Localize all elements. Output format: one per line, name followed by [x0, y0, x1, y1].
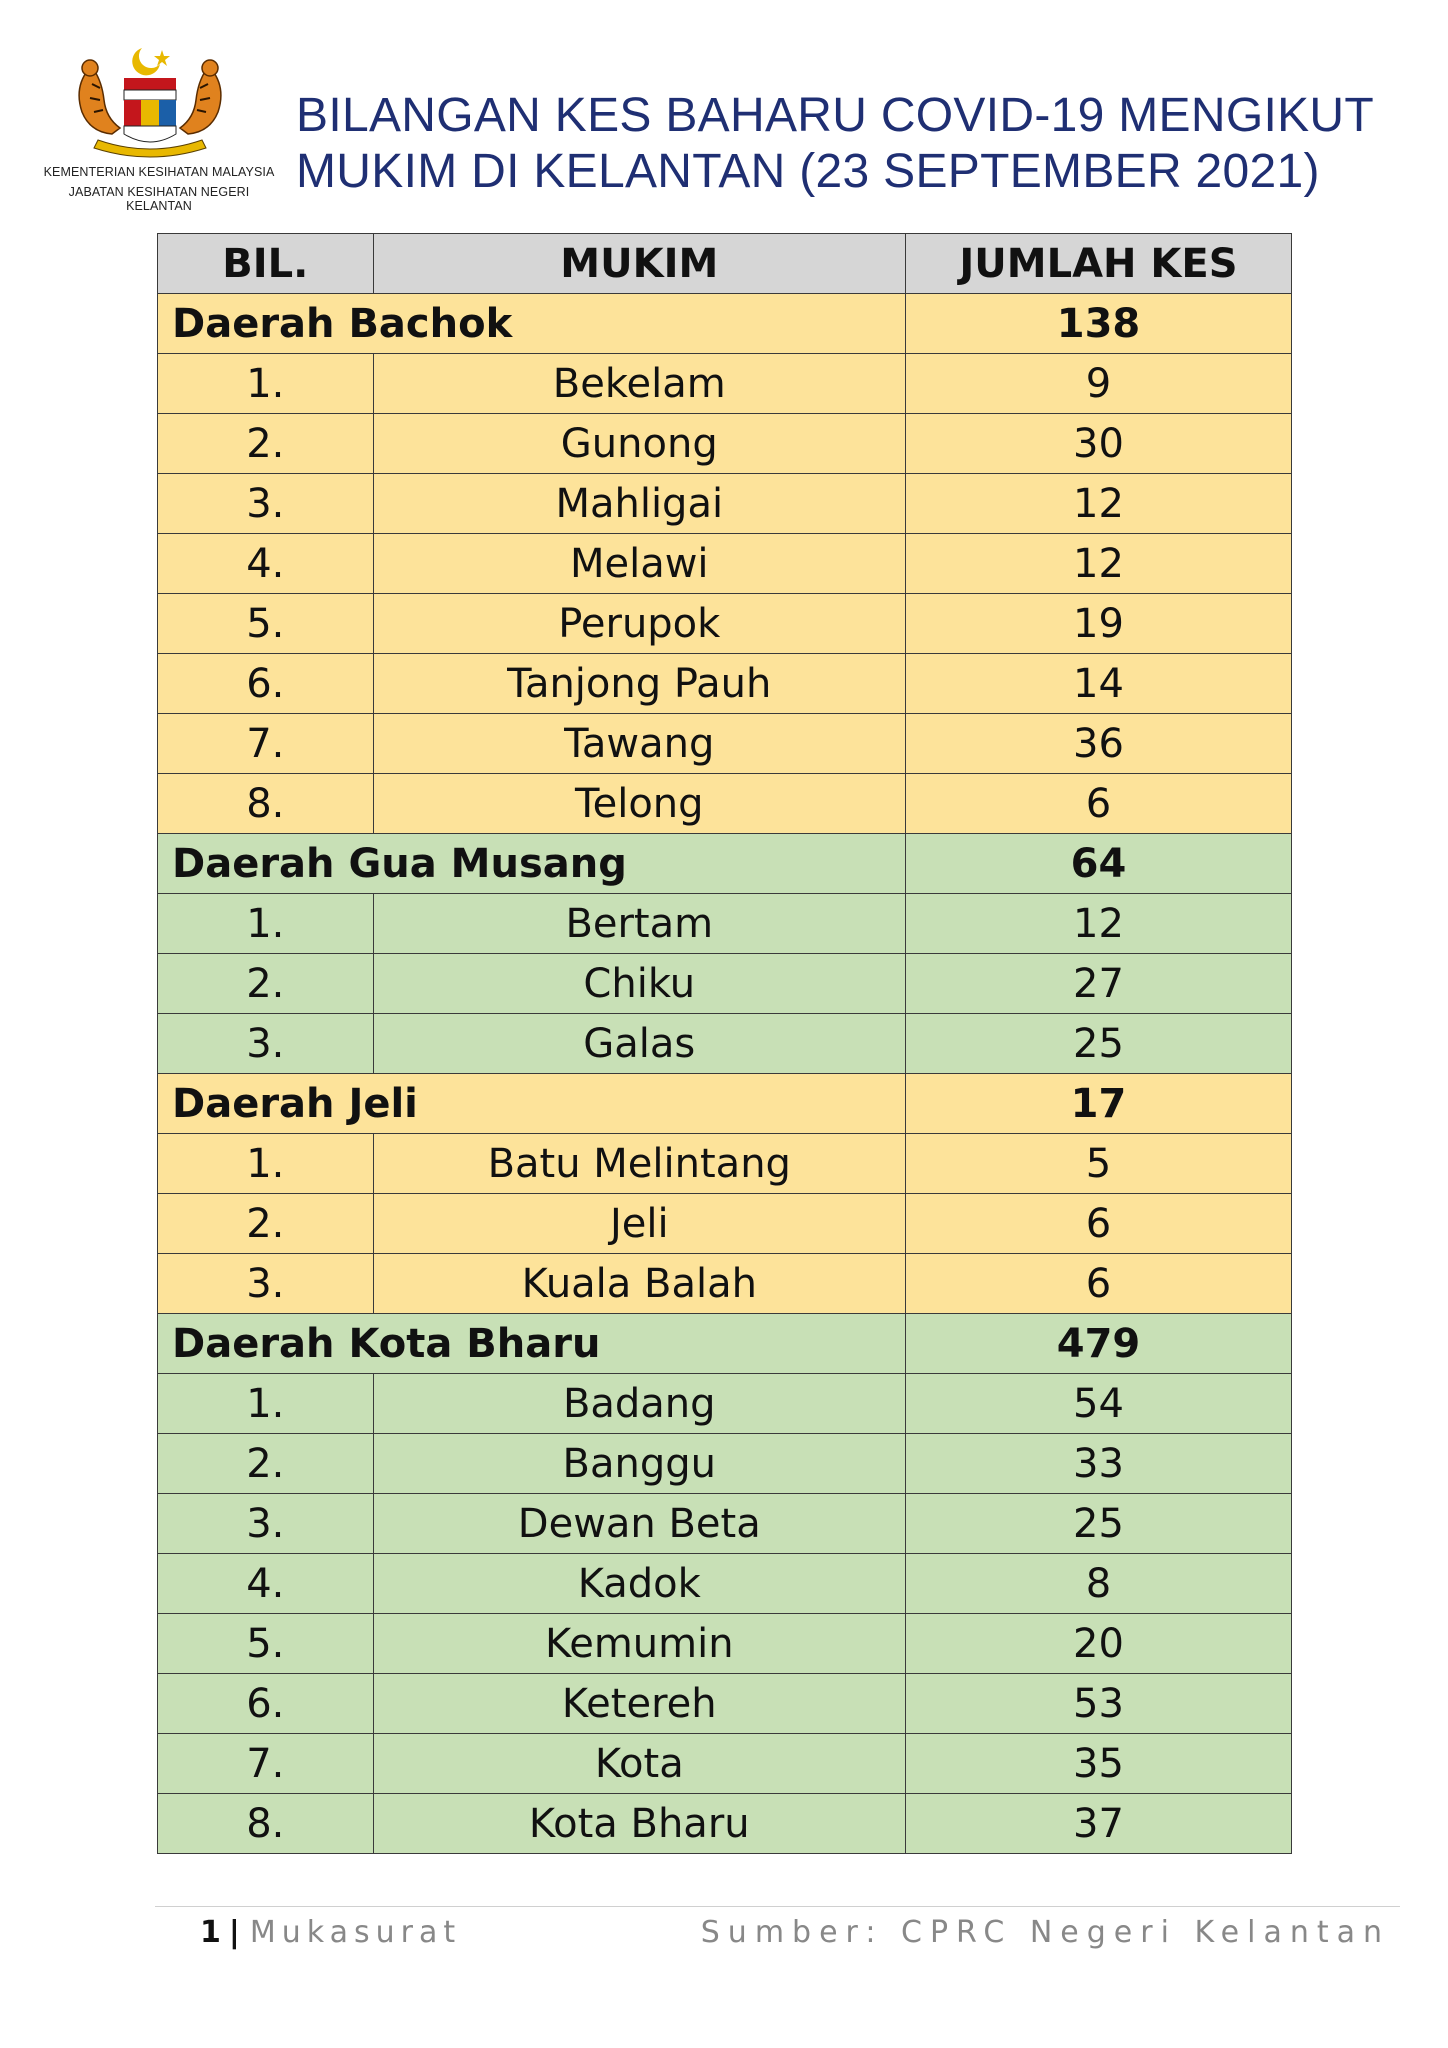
case-count: 27: [905, 954, 1291, 1014]
case-count: 25: [905, 1014, 1291, 1074]
case-count: 30: [905, 414, 1291, 474]
mukim-name: Badang: [373, 1374, 905, 1434]
case-count: 35: [905, 1734, 1291, 1794]
row-number: 5.: [158, 1614, 374, 1674]
mukim-name: Kemumin: [373, 1614, 905, 1674]
column-header-mukim: MUKIM: [373, 234, 905, 294]
case-count: 54: [905, 1374, 1291, 1434]
table-row: [158, 1014, 1292, 1074]
title-line-1: BILANGAN KES BAHARU COVID-19 MENGIKUT: [296, 89, 1374, 142]
case-count: 19: [905, 594, 1291, 654]
row-number: 2.: [158, 1434, 374, 1494]
row-number: 3.: [158, 1014, 374, 1074]
row-number: 1.: [158, 894, 374, 954]
row-number: 4.: [158, 534, 374, 594]
mukim-name: Telong: [373, 774, 905, 834]
case-count: 6: [905, 1254, 1291, 1314]
row-number: 2.: [158, 954, 374, 1014]
row-number: 8.: [158, 1794, 374, 1854]
case-count: 6: [905, 774, 1291, 834]
mukim-name: Bertam: [373, 894, 905, 954]
district-name: Daerah Jeli: [158, 1074, 906, 1134]
district-row: [158, 1074, 1292, 1134]
district-total: 64: [905, 834, 1291, 894]
table-row: [158, 654, 1292, 714]
footer-divider: [155, 1906, 1400, 1907]
table-row: [158, 354, 1292, 414]
source-note: Sumber: CPRC Negeri Kelantan: [700, 1915, 1390, 1950]
case-count: 12: [905, 534, 1291, 594]
district-name: Daerah Gua Musang: [158, 834, 906, 894]
mukim-name: Banggu: [373, 1434, 905, 1494]
row-number: 2.: [158, 1194, 374, 1254]
page-title: [296, 88, 1426, 200]
table-row: [158, 1614, 1292, 1674]
column-header-jumlah-kes: JUMLAH KES: [905, 234, 1291, 294]
district-row: [158, 834, 1292, 894]
row-number: 6.: [158, 1674, 374, 1734]
table-row: [158, 954, 1292, 1014]
mukim-name: Kota Bharu: [373, 1794, 905, 1854]
mukim-name: Perupok: [373, 594, 905, 654]
row-number: 2.: [158, 414, 374, 474]
case-count: 9: [905, 354, 1291, 414]
table-row: [158, 594, 1292, 654]
row-number: 8.: [158, 774, 374, 834]
table-row: [158, 1554, 1292, 1614]
row-number: 1.: [158, 354, 374, 414]
mukim-name: Ketereh: [373, 1674, 905, 1734]
mukim-name: Jeli: [373, 1194, 905, 1254]
case-count: 8: [905, 1554, 1291, 1614]
mukim-name: Galas: [373, 1014, 905, 1074]
mukim-name: Tawang: [373, 714, 905, 774]
case-count: 53: [905, 1674, 1291, 1734]
case-count: 25: [905, 1494, 1291, 1554]
row-number: 3.: [158, 474, 374, 534]
row-number: 5.: [158, 594, 374, 654]
table-header-row: [158, 234, 1292, 294]
table-row: [158, 1374, 1292, 1434]
footer-separator: |: [228, 1915, 240, 1950]
table-body: [158, 294, 1292, 1854]
case-count: 14: [905, 654, 1291, 714]
district-name: Daerah Kota Bharu: [158, 1314, 906, 1374]
district-name: Daerah Bachok: [158, 294, 906, 354]
table-row: [158, 1794, 1292, 1854]
department-name: JABATAN KESIHATAN NEGERI KELANTAN: [68, 185, 250, 213]
row-number: 4.: [158, 1554, 374, 1614]
table-row: [158, 1194, 1292, 1254]
page-label: Mukasurat: [249, 1915, 462, 1950]
district-row: [158, 294, 1292, 354]
table-row: [158, 1494, 1292, 1554]
row-number: 7.: [158, 1734, 374, 1794]
ministry-name: KEMENTERIAN KESIHATAN MALAYSIA: [43, 165, 275, 179]
case-count: 12: [905, 894, 1291, 954]
mukim-name: Kuala Balah: [373, 1254, 905, 1314]
mukim-name: Dewan Beta: [373, 1494, 905, 1554]
row-number: 6.: [158, 654, 374, 714]
case-count: 37: [905, 1794, 1291, 1854]
district-total: 479: [905, 1314, 1291, 1374]
mukim-name: Batu Melintang: [373, 1134, 905, 1194]
row-number: 3.: [158, 1494, 374, 1554]
mukim-name: Kadok: [373, 1554, 905, 1614]
table-row: [158, 534, 1292, 594]
district-total: 17: [905, 1074, 1291, 1134]
mukim-name: Tanjong Pauh: [373, 654, 905, 714]
mukim-name: Gunong: [373, 414, 905, 474]
row-number: 1.: [158, 1134, 374, 1194]
column-header-bil: BIL.: [158, 234, 374, 294]
case-count: 20: [905, 1614, 1291, 1674]
case-count: 12: [905, 474, 1291, 534]
table-row: [158, 474, 1292, 534]
table-row: [158, 1434, 1292, 1494]
case-count: 5: [905, 1134, 1291, 1194]
row-number: 7.: [158, 714, 374, 774]
row-number: 1.: [158, 1374, 374, 1434]
table-row: [158, 1254, 1292, 1314]
mukim-name: Chiku: [373, 954, 905, 1014]
table-row: [158, 774, 1292, 834]
table-row: [158, 894, 1292, 954]
mukim-name: Bekelam: [373, 354, 905, 414]
district-row: [158, 1314, 1292, 1374]
table-row: [158, 1134, 1292, 1194]
covid-cases-table: [157, 233, 1292, 1854]
mukim-name: Mahligai: [373, 474, 905, 534]
case-count: 33: [905, 1434, 1291, 1494]
page-footer: [200, 1915, 461, 1950]
mukim-name: Kota: [373, 1734, 905, 1794]
table-row: [158, 714, 1292, 774]
title-line-2: MUKIM DI KELANTAN (23 SEPTEMBER 2021): [296, 145, 1320, 198]
district-total: 138: [905, 294, 1291, 354]
page-number: 1: [200, 1915, 221, 1950]
coat-of-arms-logo: [58, 44, 242, 159]
row-number: 3.: [158, 1254, 374, 1314]
case-count: 36: [905, 714, 1291, 774]
table-row: [158, 414, 1292, 474]
mukim-name: Melawi: [373, 534, 905, 594]
case-count: 6: [905, 1194, 1291, 1254]
table-row: [158, 1734, 1292, 1794]
table-row: [158, 1674, 1292, 1734]
